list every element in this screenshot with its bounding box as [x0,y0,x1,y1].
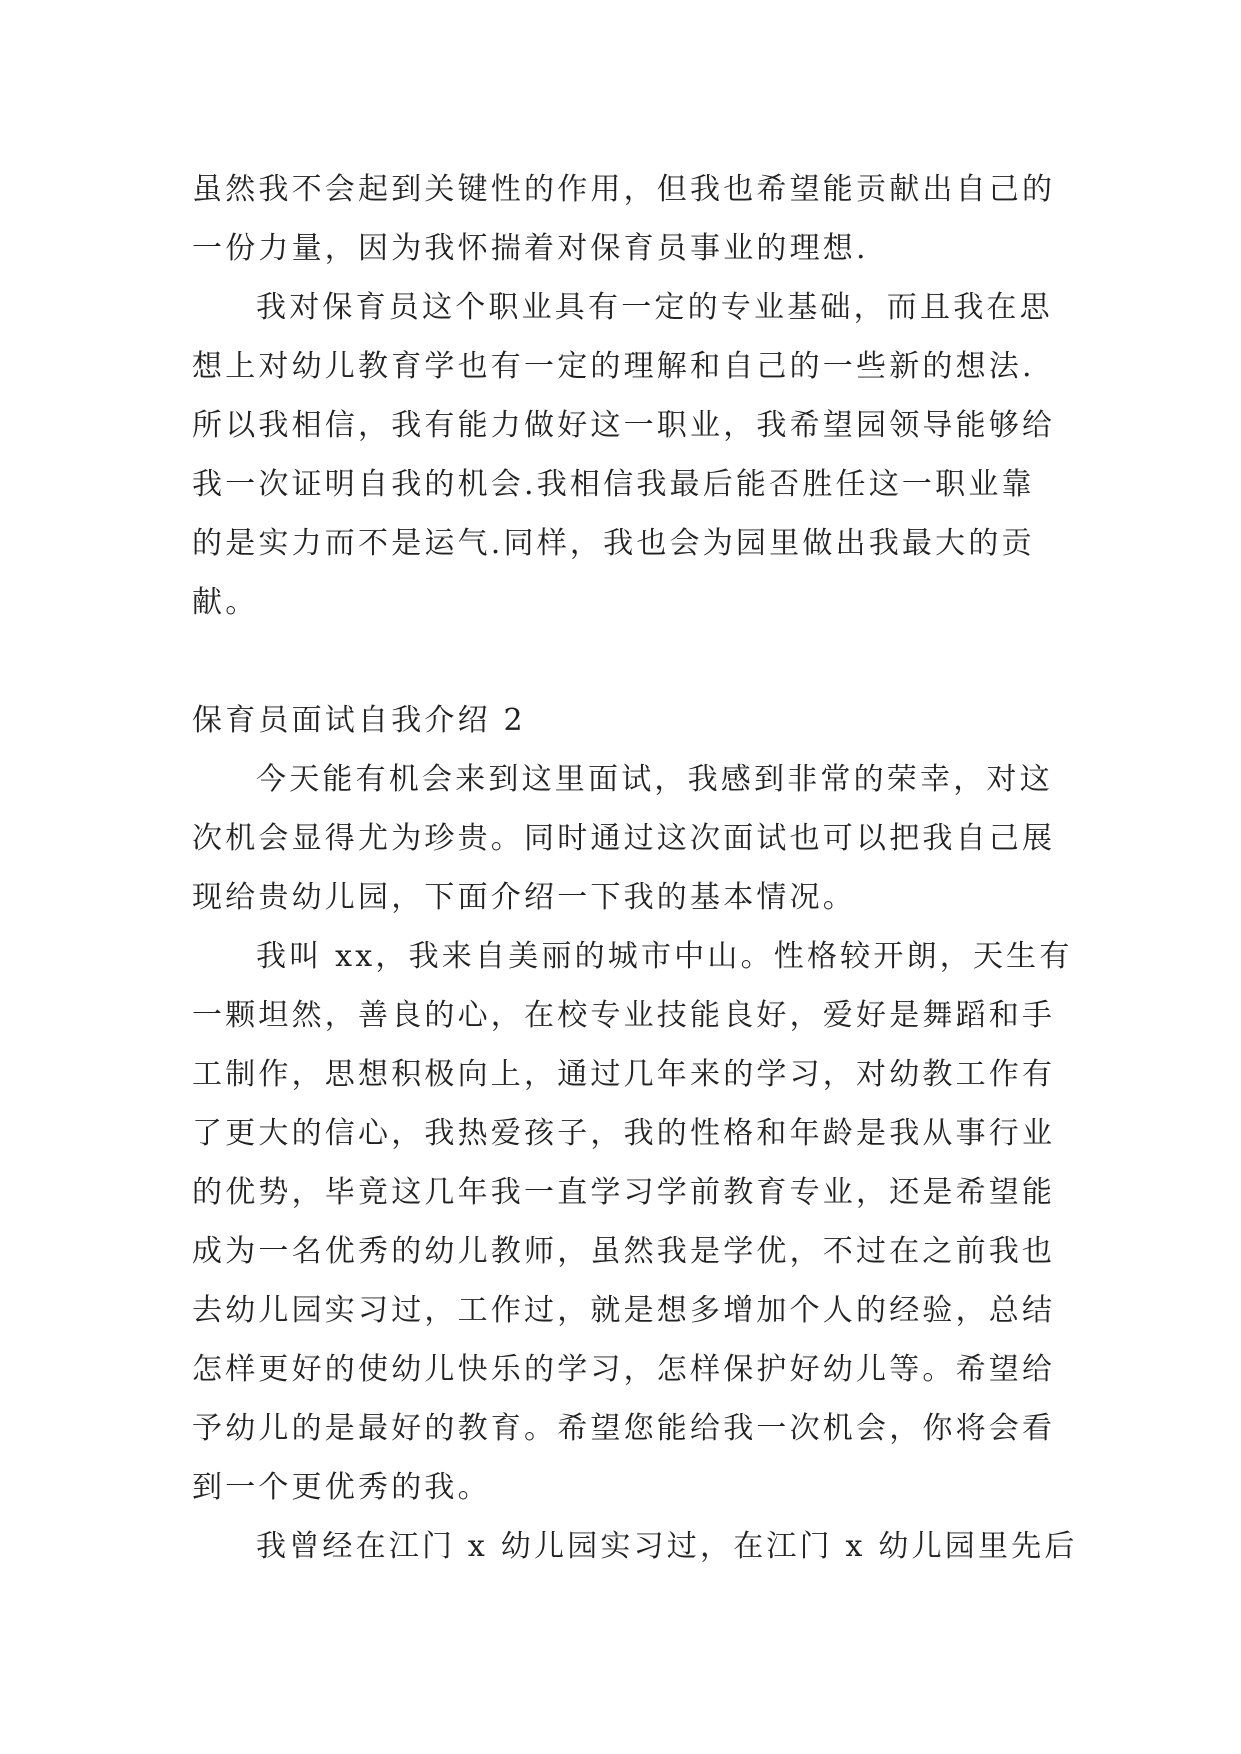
text-line: 我叫 xx，我来自美丽的城市中山。性格较开朗，天生有 [256,939,1073,974]
text-line: 所以我相信，我有能力做好这一职业，我希望园领导能够给 [192,408,1056,443]
text-line: 的是实力而不是运气.同样，我也会为园里做出我最大的贡 [192,526,1035,561]
text-line: 去幼儿园实习过，工作过，就是想多增加个人的经验，总结 [192,1293,1056,1328]
text-line: 我一次证明自我的机会.我相信我最后能否胜任这一职业靠 [192,467,1035,502]
text-line: 一颗坦然，善良的心，在校专业技能良好，爱好是舞蹈和手 [192,998,1056,1033]
paragraph-opening [192,750,1056,927]
text-line: 怎样更好的使幼儿快乐的学习，怎样保护好幼儿等。希望给 [192,1352,1056,1387]
paragraph-personal-intro [192,927,1073,1517]
section-heading: 保育员面试自我介绍 2 [192,703,526,738]
text-line: 成为一名优秀的幼儿教师，虽然我是学优，不过在之前我也 [192,1234,1056,1269]
paragraph-professional-basis [192,278,1056,632]
text-line: 虽然我不会起到关键性的作用，但我也希望能贡献出自己的 [192,172,1056,207]
text-line: 想上对幼儿教育学也有一定的理解和自己的一些新的想法. [192,349,1035,384]
text-line: 我曾经在江门 x 幼儿园实习过，在江门 x 幼儿园里先后 [256,1529,1078,1564]
text-line: 予幼儿的是最好的教育。希望您能给我一次机会，你将会看 [192,1411,1056,1446]
text-line: 次机会显得尤为珍贵。同时通过这次面试也可以把我自己展 [192,821,1056,856]
paragraph-continuation [192,160,1056,278]
text-line: 的优势，毕竟这几年我一直学习学前教育专业，还是希望能 [192,1175,1056,1210]
text-line: 工制作，思想积极向上，通过几年来的学习，对幼教工作有 [192,1057,1056,1092]
text-line: 到一个更优秀的我。 [192,1470,491,1505]
text-line: 献。 [192,585,259,620]
section-spacer [192,632,1050,691]
text-line: 一份力量，因为我怀揣着对保育员事业的理想. [192,231,869,266]
paragraph-internship [192,1517,1078,1576]
text-line: 现给贵幼儿园，下面介绍一下我的基本情况。 [192,880,856,915]
text-line: 今天能有机会来到这里面试，我感到非常的荣幸，对这 [256,762,1053,797]
document-body [192,160,1078,1576]
text-line: 了更大的信心，我热爱孩子，我的性格和年龄是我从事行业 [192,1116,1056,1151]
text-line: 我对保育员这个职业具有一定的专业基础，而且我在思 [256,290,1053,325]
